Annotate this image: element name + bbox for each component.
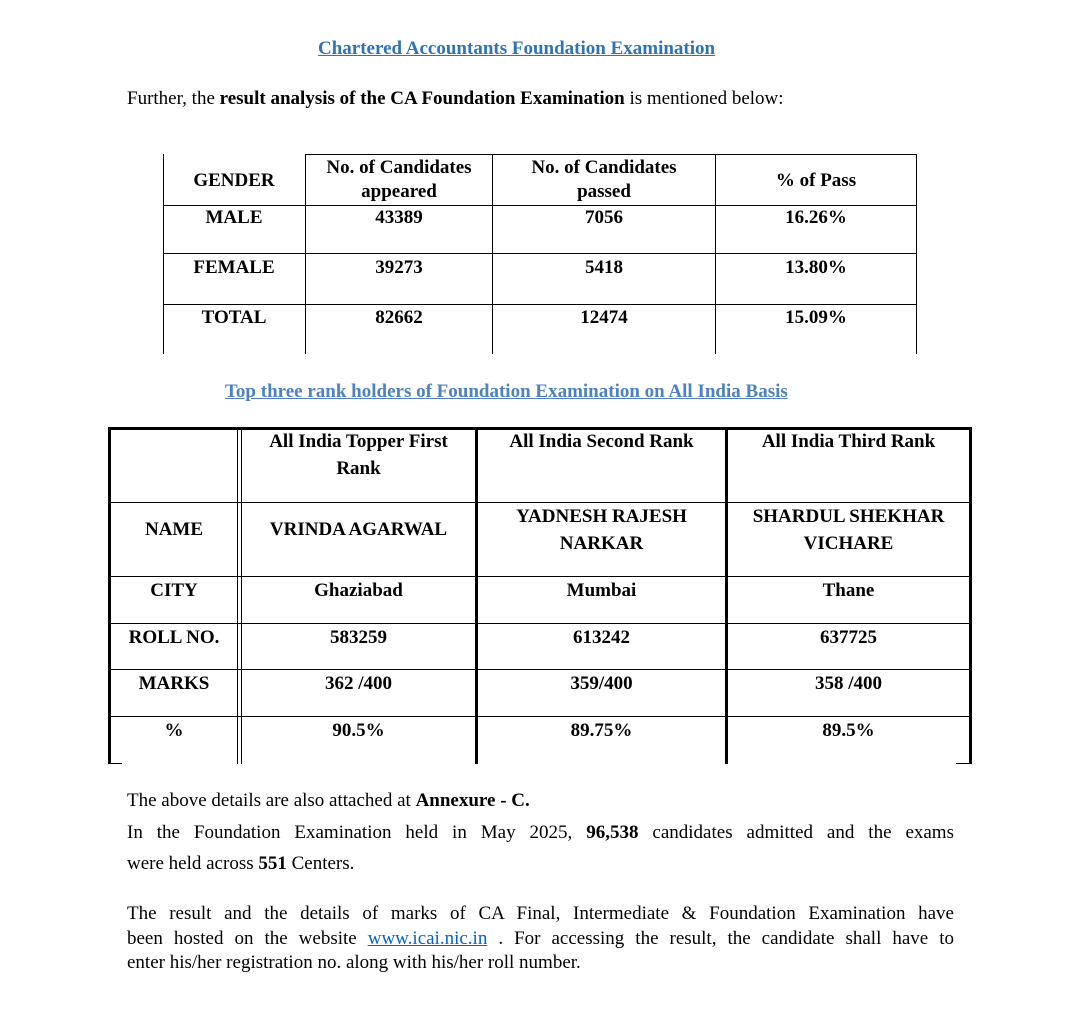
row-female-pct: 13.80% — [785, 257, 847, 278]
first-rank-name: VRINDA AGARWAL — [269, 519, 448, 540]
third-rank-roll-no: 637725 — [820, 627, 877, 648]
exam-stats-line2-pre: were held across — [127, 853, 259, 874]
row-label-percent: % — [164, 720, 184, 741]
exam-stats-line2-post: Centers. — [286, 853, 355, 874]
result-hosting-line2-pre: been hosted on the website — [127, 928, 368, 949]
section-heading-ca-foundation: Chartered Accountants Foundation Examination — [318, 38, 716, 59]
section-heading-rank-holders: Top three rank holders of Foundation Examination on All India Basis — [225, 381, 788, 402]
row-total-passed: 12474 — [580, 307, 628, 328]
header-first-rank-line2: Rank — [336, 458, 381, 479]
header-pass-pct: % of Pass — [775, 170, 857, 191]
result-hosting-line3: enter his/her registration no. along with his/her roll number. — [127, 952, 581, 973]
rank-holders-table — [108, 427, 972, 765]
row-female-passed: 5418 — [585, 257, 623, 278]
third-rank-name — [728, 503, 969, 557]
intro-text-pre: Further, the — [127, 88, 220, 109]
result-hosting-line1: The result and the details of marks of CA Final, Intermediate & Foundation Examination have — [127, 903, 954, 924]
row-total-gender: TOTAL — [201, 307, 267, 328]
header-appeared-line1: No. of Candidates — [326, 157, 472, 178]
third-rank-marks: 358 /400 — [814, 673, 883, 694]
row-total-pct: 15.09% — [785, 307, 847, 328]
first-rank-city: Ghaziabad — [314, 580, 403, 601]
first-rank-roll-no: 583259 — [330, 627, 387, 648]
header-appeared-line2: appeared — [361, 181, 437, 202]
row-female-gender: FEMALE — [193, 257, 275, 278]
row-male-gender: MALE — [205, 207, 263, 228]
second-rank-name-line1: YADNESH RAJESH — [516, 506, 687, 527]
annexure-text-pre: The above details are also attached at — [127, 790, 416, 811]
intro-paragraph — [127, 87, 784, 111]
result-hosting-line2-post: . For accessing the result, the candidate shall have to — [487, 928, 954, 949]
row-male-pct: 16.26% — [785, 207, 847, 228]
row-label-name: NAME — [144, 519, 204, 540]
header-gender: GENDER — [193, 170, 275, 191]
second-rank-name-line2: NARKAR — [559, 533, 644, 554]
result-analysis-table — [163, 154, 917, 354]
exam-stats-line2 — [127, 852, 354, 876]
header-passed-line2: passed — [577, 181, 631, 202]
second-rank-roll-no: 613242 — [573, 627, 630, 648]
second-rank-name — [478, 503, 725, 557]
result-hosting-line2 — [127, 927, 954, 951]
row-total-appeared: 82662 — [375, 307, 423, 328]
third-rank-percent: 89.5% — [822, 720, 875, 741]
first-rank-percent: 90.5% — [332, 720, 385, 741]
header-appeared — [306, 156, 492, 204]
third-rank-name-line2: VICHARE — [803, 533, 894, 554]
second-rank-percent: 89.75% — [570, 720, 633, 741]
third-rank-city: Thane — [822, 580, 875, 601]
header-second-rank: All India Second Rank — [509, 431, 694, 452]
exam-stats-line1-pre: In the Foundation Examination held in May 2025, — [127, 822, 587, 843]
exam-stats-line1-post: candidates admitted and the exams — [638, 822, 954, 843]
icai-website-link[interactable]: www.icai.nic.in — [367, 928, 488, 949]
first-rank-marks: 362 /400 — [324, 673, 393, 694]
header-passed — [493, 156, 715, 204]
row-male-passed: 7056 — [585, 207, 623, 228]
exam-stats-line1 — [127, 821, 954, 845]
annexure-paragraph — [127, 789, 530, 813]
centers-count: 551 — [258, 853, 287, 874]
header-third-rank: All India Third Rank — [761, 431, 936, 452]
row-female-appeared: 39273 — [375, 257, 423, 278]
intro-text-post: is mentioned below: — [624, 88, 784, 109]
header-first-rank-line1: All India Topper First — [269, 431, 448, 452]
row-label-roll-no: ROLL NO. — [128, 627, 220, 648]
header-first-rank — [242, 428, 475, 482]
row-label-city: CITY — [150, 580, 198, 601]
second-rank-marks: 359/400 — [570, 673, 633, 694]
second-rank-city: Mumbai — [566, 580, 637, 601]
row-male-appeared: 43389 — [375, 207, 423, 228]
row-label-marks: MARKS — [138, 673, 210, 694]
header-passed-line1: No. of Candidates — [531, 157, 677, 178]
candidates-count: 96,538 — [586, 822, 639, 843]
annexure-text-bold: Annexure - C. — [415, 790, 530, 811]
intro-text-bold: result analysis of the CA Foundation Examination — [219, 88, 625, 109]
third-rank-name-line1: SHARDUL SHEKHAR — [752, 506, 945, 527]
